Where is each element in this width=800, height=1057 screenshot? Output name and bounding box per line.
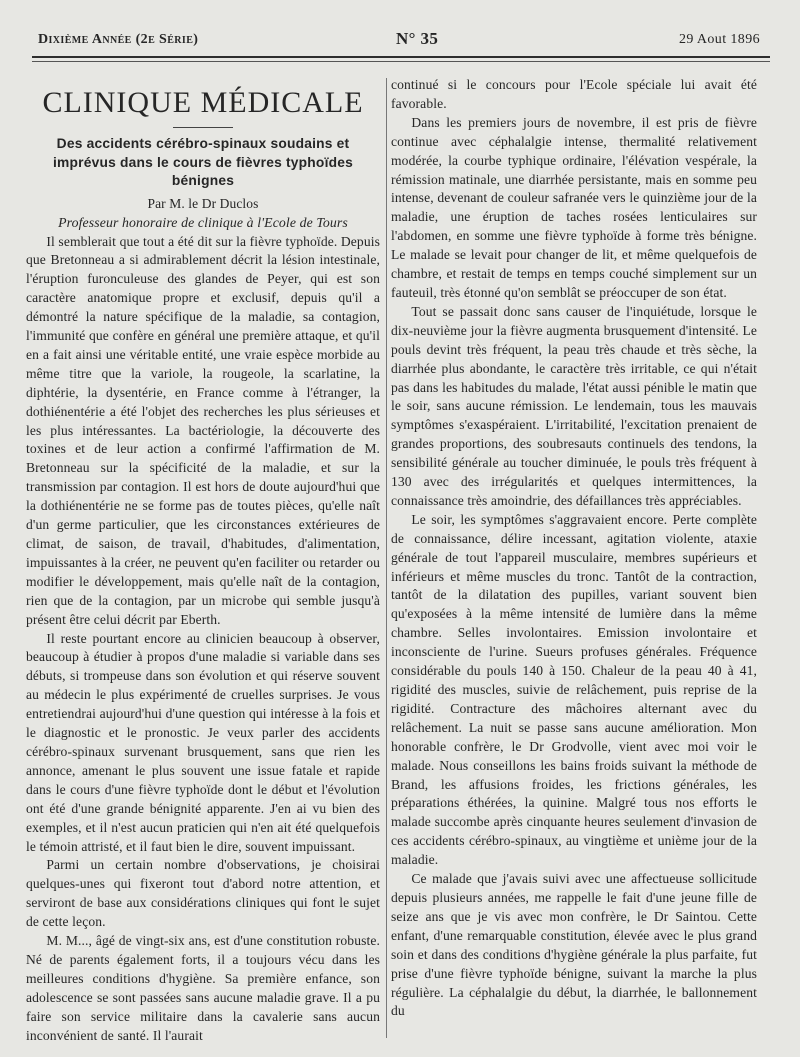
issue-date: 29 Aout 1896: [678, 32, 760, 47]
paragraph: Parmi un certain nombre d'observations, je choisirai quelques-unes qui fixeront tout d'abord notre attention, et serviront de base aux considérations cliniques qui font le sujet de cette leçon.: [26, 857, 380, 930]
paragraph: Tout se passait donc sans causer de l'inquiétude, lorsque le dix-neuvième jour la fièvre augmenta brusquement d'intensité. Le pouls devint très fréquent, la peau très chaude et très sèche, la diarrhée plus abondante, le caractère très irritable, ce qui n'était pas dans les habitudes du malade, l'état aussi pénible le matin que le soir, sans aucune rémission. Le lendemain, tous les mauvais symptômes s'exaspéraient. L'irritabilité, l'excitation prenaient de grandes proportions, des soubresauts continuels des tendons, la sensibilité générale au toucher diminuée, le pouls très fréquent à 130 avec des irrégularités et quelques intermittences, la connaissance très amoindrie, des défaillances très appréciables.: [391, 303, 757, 508]
paragraph: Il reste pourtant encore au clinicien beaucoup à observer, beaucoup à étudier à propos d'une maladie si variable dans ses débuts, si trompeuse dans son évolution et qui réserve souvent au médecin le plus expérimenté de cruelles surprises. Je vous entretiendrai aujourd'hui d'une question qui intéresse à la fois et le diagnostic et le pronostic. Je veux parler des accidents cérébro-spinaux survenant brusquement, sans que rien les annonce, amenant le plus souvent une issue fatale et rapide dans le cours d'une fièvre typhoïde dont le début et l'évolution ont été d'une grande bénignité apparente. J'en ai vu bien des exemples, et il n'est aucun praticien qui n'en ait été quelquefois le témoin attristé, et il faut bien le dire, souvent impuissant.: [26, 630, 380, 854]
article-title: Des accidents cérébro-spinaux soudains et imprévus dans le cours de fièvres typhoïdes bénignes: [53, 136, 353, 188]
article-author: Par M. le Dr Duclos: [147, 195, 259, 211]
paragraph: M. M..., âgé de vingt-six ans, est d'une constitution robuste. Né de parents également forts, il a toujours vécu dans les meilleures conditions d'hygiène. Sa première enfance, son adolescence se sont passées sans aucune maladie grave. Il a pu faire son service militaire dans la cavalerie sans aucun inconvénient de santé. Il l'aurait: [26, 933, 380, 1043]
right-column: [391, 76, 757, 1021]
paragraph: Dans les premiers jours de novembre, il est pris de fièvre continue avec céphalalgie intense, thermalité relativement modérée, la courbe typhique ordinaire, l'élévation vespérale, la rémission matinale, une diarrhée persistante, mais en somme peu intense, devenant de couleur safranée vers le quinzième jour de la maladie, une éruption de taches rosées lenticulaires sur l'abdomen, en somme une fièvre typhoïde à forme très bénigne. Le malade se levait pour changer de lit, et même quelquefois de chambre, et restait de temps en temps couché simplement sur un fauteuil, très étonné qu'on semblât se préoccuper de son état.: [391, 114, 757, 300]
paragraph: Ce malade que j'avais suivi avec une affectueuse sollicitude depuis plusieurs années, me rappelle le fait d'une jeune fille de seize ans que je vis avec mon confrère, le Dr Saintou. Cette enfant, d'une remarquable constitution, élevée avec le plus grand soin et dans des conditions d'hygiène générale la plus parfaite, fut prise d'une fièvre typhoïde bénigne, suivant la marche la plus régulière. La céphalalgie du début, la diarrhée, le ballonnement du: [391, 871, 757, 1019]
running-header: [38, 30, 766, 52]
issue-number: N° 35: [396, 29, 439, 48]
column-divider: [386, 78, 387, 1038]
header-rule-thick: [32, 56, 770, 58]
header-rule-thin: [32, 61, 770, 62]
paragraph: continué si le concours pour l'Ecole spéciale lui avait été favorable.: [391, 77, 757, 111]
title-rule: [173, 127, 233, 128]
paragraph: Le soir, les symptômes s'aggravaient encore. Perte complète de connaissance, délire incessant, agitation violente, ataxie générale de tout l'appareil musculaire, membres supérieurs et inférieurs et même muscles du tronc. Tantôt de la contraction, tantôt de la dilatation des pupilles, variant souvent bien qu'exposées à la même intensité de lumière dans la même chambre. Selles involontaires. Emission involontaire et inconsciente de l'urine. Sueurs profuses générales. Fréquence considérable du pouls 140 à 150. Chaleur de la peau 40 à 41, rigidité des muscles, suivie de relâchement, puis reprise de la rigidité. Contracture des mâchoires alternant avec du relâchement. La nuit se passe sans aucune amélioration. Mon honorable confrère, le Dr Grodvolle, vient avec moi voir le malade. Nous conseillons les bains froids suivant la méthode de Brand, les affusions froides, les frictions générales, les préparations éthérées, la quinine. Malgré tous nos efforts le malade succombe après cinquante heures seulement d'invasion de ces accidents cérébro-spinaux, au vingtième et unième jour de la maladie.: [391, 511, 757, 868]
section-title: CLINIQUE MÉDICALE: [42, 86, 364, 119]
paragraph: Il semblerait que tout a été dit sur la fièvre typhoïde. Depuis que Bretonneau a si admirablement décrit la lésion intestinale, l'éruption furonculeuse des glandes de Peyer, qui est son caractère anatomique propre et exclusif, depuis qu'il a démontré la nature spécifique de la maladie, sa contagion, l'immunité que confère en général une première attaque, et qu'il en a fait ainsi une véritable entité, une vraie espèce morbide au même titre que la variole, la rougeole, la scarlatine, la diphtérie, la dysentérie, en France comme à l'étranger, la dothiénentérie a été l'objet des recherches les plus sérieuses et les plus intéressantes. La bactériologie, la découverte des toxines et de leur action a confirmé l'affirmation de M. Bretonneau sur la spécificité de la maladie, et sur la transmission par contagion. Il est hors de doute aujourd'hui que la dothiénentérie ne se forme pas de toutes pièces, qu'elle naît d'un germe particulier, que les circonstances extérieures de climat, de saison, de travail, d'habitudes, d'alimentation, impuissantes à la créer, ne peuvent qu'en faciliter ou retarder ou modifier le développement, mais qu'elle naît de la contagion, rien que de la contagion, par un microbe qui semble jusqu'à présent être celui décrit par Eberth.: [26, 233, 380, 627]
left-column: [26, 84, 380, 1045]
article-affiliation: Professeur honoraire de clinique à l'Ecole de Tours: [58, 214, 348, 230]
issue-volume: Dixième Année (2e Série): [38, 32, 199, 47]
